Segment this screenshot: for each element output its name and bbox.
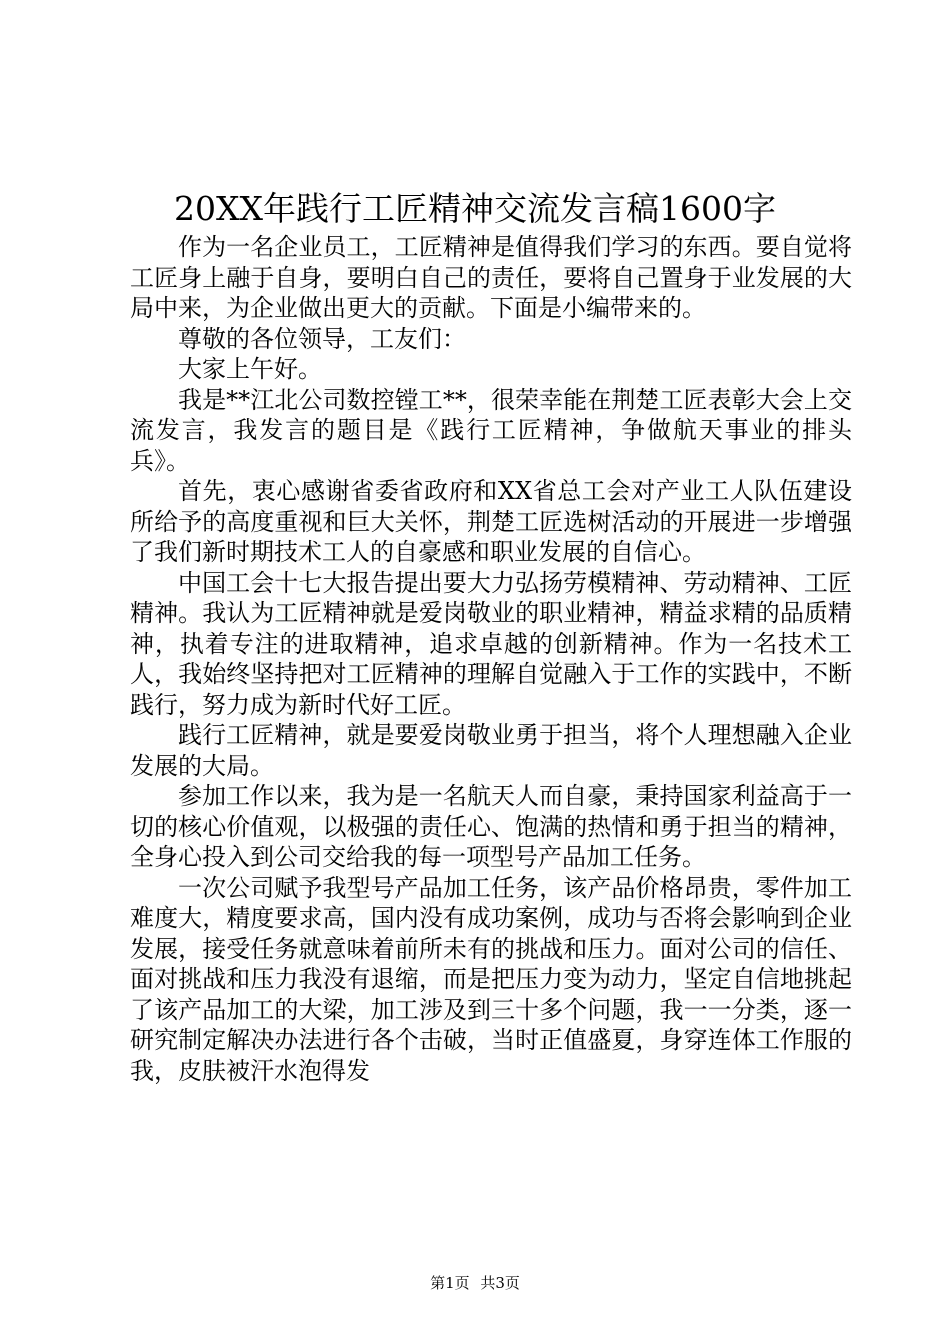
- paragraph-thanks: 首先，衷心感谢省委省政府和XX省总工会对产业工人队伍建设所给予的高度重视和巨大关怀，荆楚工匠选树活动的开展进一步增强了我们新时期技术工人的自豪感和职业发展的自信心。: [130, 477, 852, 566]
- page-number: 第1页: [430, 1274, 470, 1292]
- paragraph-salutation: 尊敬的各位领导，工友们：: [178, 324, 466, 353]
- paragraph-career: 参加工作以来，我为是一名航天人而自豪，秉持国家利益高于一切的核心价值观，以极强的责任心、饱满的热情和勇于担当的精神，全身心投入到公司交给我的每一项型号产品加工任务。: [130, 782, 852, 871]
- page-footer: [0, 1272, 950, 1293]
- paragraph-greeting: 大家上午好。: [178, 355, 322, 383]
- page-total: 共3页: [480, 1274, 520, 1292]
- document-body: [130, 232, 852, 1086]
- paragraph-self-introduction: 我是**江北公司数控镗工**，很荣幸能在荆楚工匠表彰大会上交流发言，我发言的题目是《践行工匠精神，争做航天事业的排头兵》。: [130, 385, 852, 475]
- document-title: 20XX年践行工匠精神交流发言稿1600字: [174, 189, 776, 228]
- paragraph-craftsman-spirit: 中国工会十七大报告提出要大力弘扬劳模精神、劳动精神、工匠精神。我认为工匠精神就是爱岗敬业的职业精神，精益求精的品质精神，执着专注的进取精神，追求卓越的创新精神。作为一名技术工人，我始终坚持把对工匠精神的理解自觉融入于工作的实践中，不断践行，努力成为新时代好工匠。: [130, 568, 852, 719]
- paragraph-practice: 践行工匠精神，就是要爱岗敬业勇于担当，将个人理想融入企业发展的大局。: [130, 721, 852, 780]
- paragraph-task: 一次公司赋予我型号产品加工任务，该产品价格昂贵，零件加工难度大，精度要求高，国内没有成功案例，成功与否将会影响到企业发展，接受任务就意味着前所未有的挑战和压力。面对公司的信任、面对挑战和压力我没有退缩，而是把压力变为动力，坚定自信地挑起了该产品加工的大梁，加工涉及到三十多个问题，我一一分类，逐一研究制定解决办法进行各个击破，当时正值盛夏，身穿连体工作服的我，皮肤被汗水泡得发: [130, 873, 852, 1085]
- paragraph-intro: 作为一名企业员工，工匠精神是值得我们学习的东西。要自觉将工匠身上融于自身，要明白自己的责任，要将自己置身于业发展的大局中来，为企业做出更大的贡献。下面是小编带来的。: [130, 233, 852, 322]
